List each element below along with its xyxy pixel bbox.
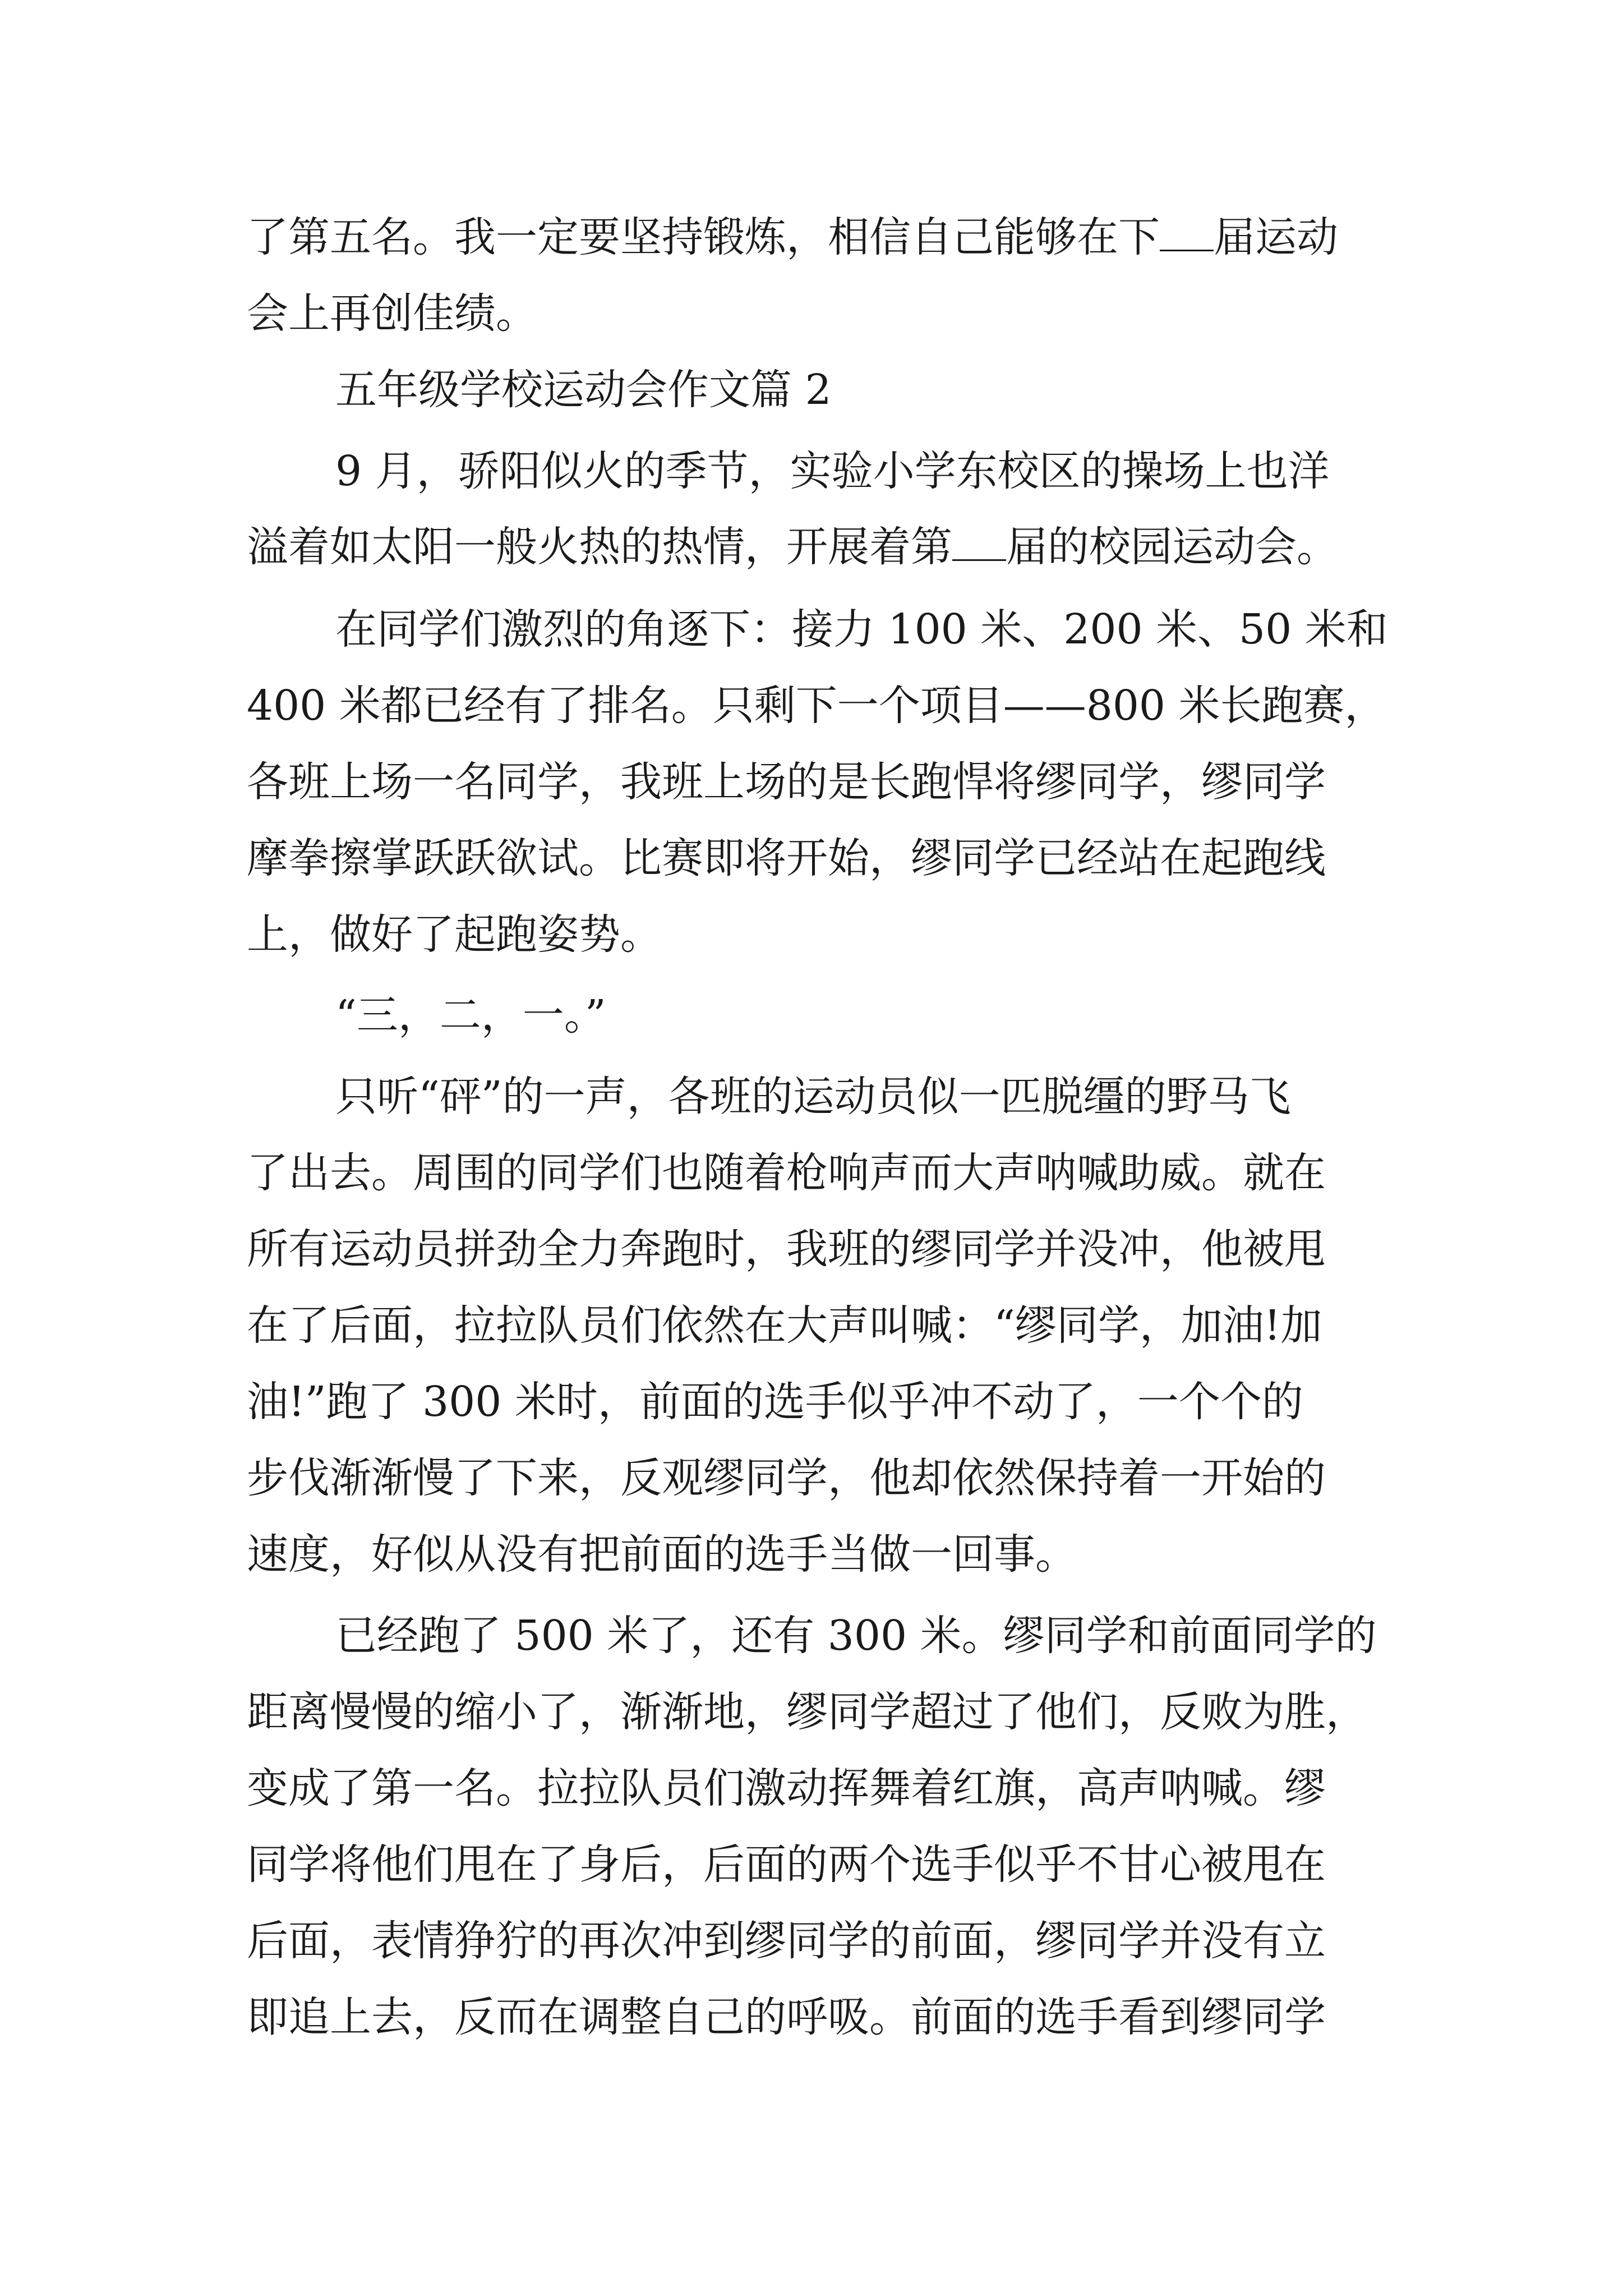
fill-in-blank [952, 526, 1006, 561]
text-line: 所有运动员拼劲全力奔跑时，我班的缪同学并没冲，他被甩 [247, 1225, 1326, 1273]
text-segment: 溢着如太阳一般火热的热情，开展着第 [247, 523, 952, 571]
text-line: 后面，表情狰狞的再次冲到缪同学的前面，缪同学并没有立 [247, 1917, 1326, 1965]
text-line: 速度，好似从没有把前面的选手当做一回事。 [247, 1530, 1077, 1579]
text-line: 400 米都已经有了排名。只剩下一个项目——800 米长跑赛， [247, 682, 1386, 730]
text-line: 9 月，骄阳似火的季节，实验小学东校区的操场上也洋 [335, 447, 1330, 495]
text-line: 同学将他们甩在了身后，后面的两个选手似乎不甘心被甩在 [247, 1841, 1326, 1889]
text-line: 在了后面，拉拉队员们依然在大声叫喊：“缪同学，加油!加 [247, 1301, 1322, 1350]
text-line: 已经跑了 500 米了，还有 300 米。缪同学和前面同学的 [335, 1612, 1377, 1660]
text-line: 步伐渐渐慢了下来，反观缪同学，他却依然保持着一开始的 [247, 1454, 1326, 1502]
text-line: 在同学们激烈的角逐下：接力 100 米、200 米、50 米和 [335, 605, 1388, 654]
text-line: 上，做好了起跑姿势。 [247, 910, 662, 959]
text-line: 距离慢慢的缩小了，渐渐地，缪同学超过了他们，反败为胜， [247, 1688, 1367, 1736]
text-line: 变成了第一名。拉拉队员们激动挥舞着红旗，高声呐喊。缪 [247, 1764, 1326, 1812]
text-line: 摩拳擦掌跃跃欲试。比赛即将开始，缪同学已经站在起跑线 [247, 834, 1326, 882]
text-line: 油!”跑了 300 米时，前面的选手似乎冲不动了，一个个的 [247, 1378, 1303, 1426]
text-line: 即追上去，反而在调整自己的呼吸。前面的选手看到缪同学 [247, 1993, 1326, 2041]
text-line: “三，二，一。” [335, 991, 606, 1039]
fill-in-blank [1160, 216, 1214, 251]
section-heading: 五年级学校运动会作文篇 2 [335, 366, 832, 414]
text-line: 只听“砰”的一声，各班的运动员似一匹脱缰的野马飞 [335, 1073, 1291, 1121]
text-line: 了出去。周围的同学们也随着枪响声而大声呐喊助威。就在 [247, 1149, 1326, 1197]
text-line: 各班上场一名同学，我班上场的是长跑悍将缪同学，缪同学 [247, 758, 1326, 806]
text-segment: 了第五名。我一定要坚持锻炼，相信自己能够在下 [247, 213, 1160, 261]
text-segment: 届的校园运动会。 [1006, 523, 1338, 571]
text-line [247, 209, 1338, 265]
text-line: 会上再创佳绩。 [247, 289, 537, 338]
text-segment: 届运动 [1214, 213, 1338, 261]
text-line [247, 519, 1338, 575]
